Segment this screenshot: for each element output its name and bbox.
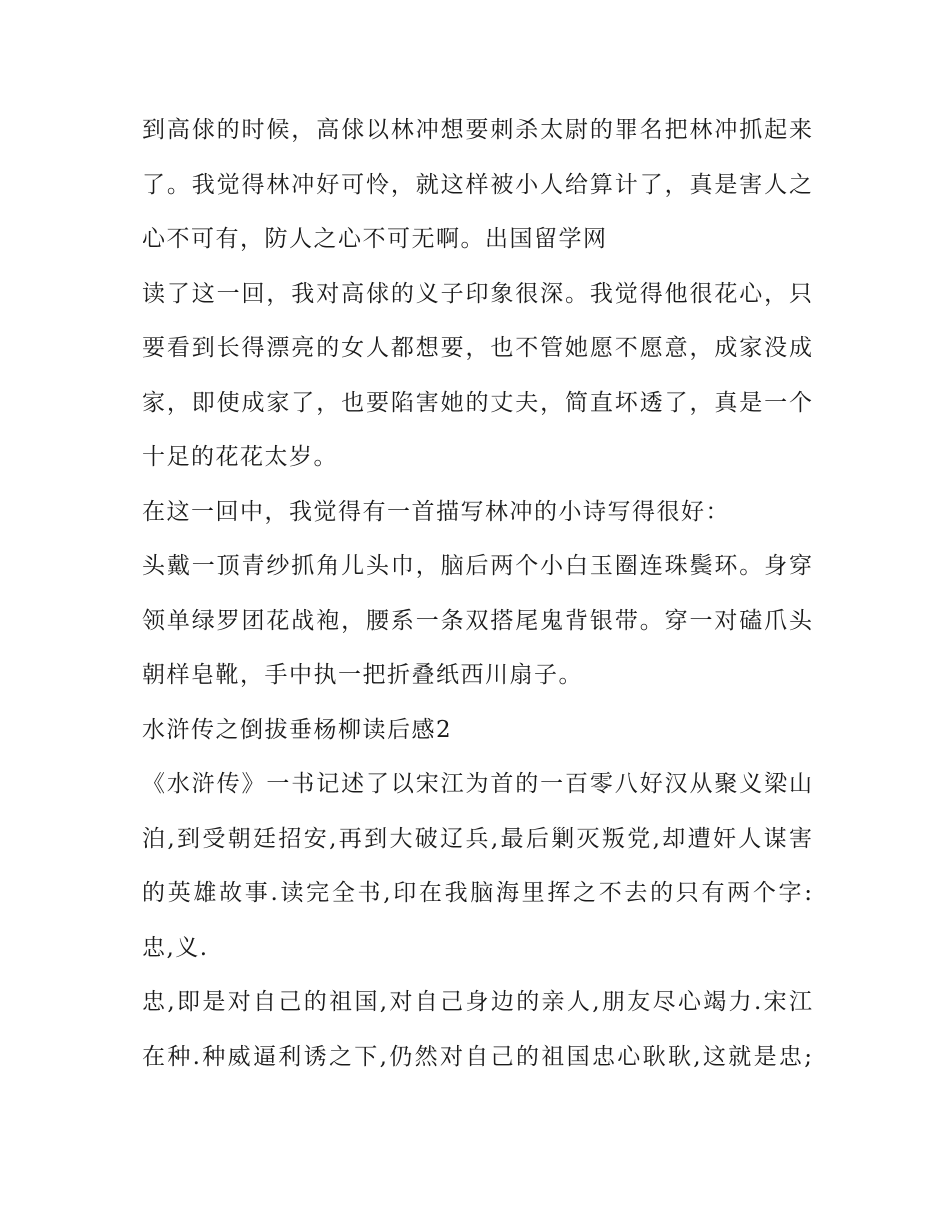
text-line: 读了这一回，我对高俅的义子印象很深。我觉得他很花心，只 (142, 280, 812, 307)
text-line: 十足的花花太岁。 (142, 444, 338, 470)
text-line: 心不可有，防人之心不可无啊。出国留学网 (142, 226, 608, 252)
text-line: 领单绿罗团花战袍，腰系一条双搭尾鬼背银带。穿一对磕爪头 (142, 607, 812, 634)
text-line: 在这一回中，我觉得有一首描写林冲的小诗写得很好： (142, 498, 730, 525)
text-line: 到高俅的时候，高俅以林冲想要刺杀太尉的罪名把林冲抓起来 (142, 117, 812, 143)
document-body (142, 106, 812, 1087)
text-line: 泊,到受朝廷招安,再到大破辽兵,最后剿灭叛党,却遭奸人谋害 (142, 825, 812, 852)
text-line: 了。我觉得林冲好可怜，就这样被小人给算计了，真是害人之 (142, 171, 812, 198)
section-heading: 水浒传之倒拔垂杨柳读后感2 (142, 716, 453, 743)
text-line: 《水浒传》一书记述了以宋江为首的一百零八好汉从聚义梁山 (142, 771, 812, 797)
text-line: 在种.种威逼利诱之下,仍然对自己的祖国忠心耿耿,这就是忠; (142, 1043, 812, 1070)
text-line: 忠,即是对自己的祖国,对自己身边的亲人,朋友尽心竭力.宋江 (142, 989, 812, 1015)
text-line: 忠,义. (142, 934, 209, 961)
text-line: 朝样皂靴，手中执一把折叠纸西川扇子。 (142, 662, 583, 688)
text-line: 家，即使成家了，也要陷害她的丈夫，简直坏透了，真是一个 (142, 389, 812, 416)
text-line: 的英雄故事.读完全书,印在我脑海里挥之不去的只有两个字: (142, 880, 812, 906)
text-line: 要看到长得漂亮的女人都想要，也不管她愿不愿意，成家没成 (142, 335, 812, 361)
text-line: 头戴一顶青纱抓角儿头巾，脑后两个小白玉圈连珠鬓环。身穿 (142, 553, 812, 579)
